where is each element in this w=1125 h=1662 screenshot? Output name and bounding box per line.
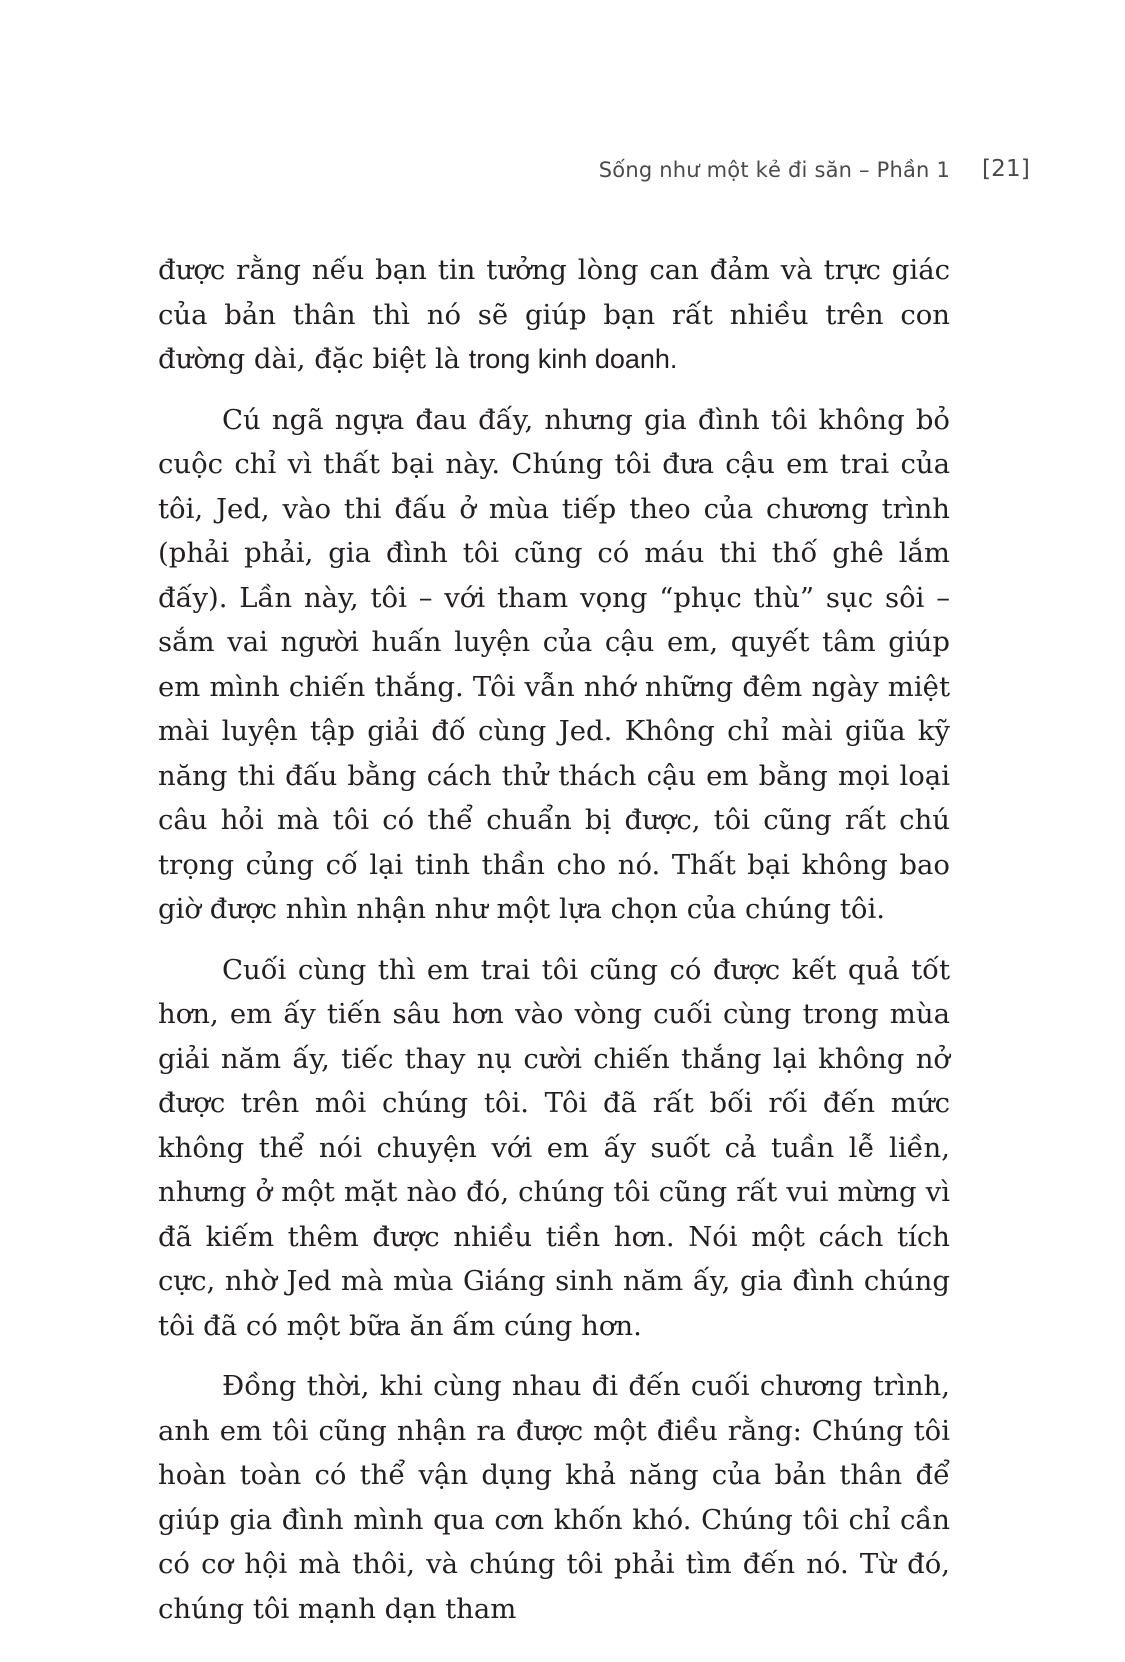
body-text: [158, 248, 950, 1647]
running-header: [560, 158, 1030, 194]
paragraph-4: Đồng thời, khi cùng nhau đi đến cuối chương trình, anh em tôi cũng nhận ra được một điều rằng: Chúng tôi hoàn toàn có thể vận dụng khả năng của bản thân để giúp gia đình mình qua cơn khốn khó. Chúng tôi chỉ cần có cơ hội mà thôi, và chúng tôi phải tìm đến nó. Từ đó, chúng tôi mạnh dạn tham: [158, 1370, 950, 1625]
paragraph-1: [158, 248, 950, 382]
running-title: Sống như một kẻ đi săn – Phần 1: [598, 158, 950, 182]
paragraph-3: Cuối cùng thì em trai tôi cũng có được kết quả tốt hơn, em ấy tiến sâu hơn vào vòng cuối cùng trong mùa giải năm ấy, tiếc thay nụ cười chiến thắng lại không nở được trên môi chúng tôi. Tôi đã rất bối rối đến mức không thể nói chuyện với em ấy suốt cả tuần lễ liền, nhưng ở một mặt nào đó, chúng tôi cũng rất vui mừng vì đã kiếm thêm được nhiều tiền hơn. Nói một cách tích cực, nhờ Jed mà mùa Giáng sinh năm ấy, gia đình chúng tôi đã có một bữa ăn ấm cúng hơn.: [158, 953, 950, 1342]
paragraph-1-text: được rằng nếu bạn tin tưởng lòng can đảm và trực giác của bản thân thì nó sẽ giúp bạn rất nhiều trên con đường dài, đặc biệt là: [158, 254, 950, 375]
paragraph-2: Cú ngã ngựa đau đấy, nhưng gia đình tôi không bỏ cuộc chỉ vì thất bại này. Chúng tôi đưa cậu em trai của tôi, Jed, vào thi đấu ở mùa tiếp theo của chương trình (phải phải, gia đình tôi cũng có máu thi thố ghê lắm đấy). Lần này, tôi – với tham vọng “phục thù” sục sôi – sắm vai người huấn luyện của cậu em, quyết tâm giúp em mình chiến thắng. Tôi vẫn nhớ những đêm ngày miệt mài luyện tập giải đố cùng Jed. Không chỉ mài giũa kỹ năng thi đấu bằng cách thử thách cậu em bằng mọi loại câu hỏi mà tôi có thể chuẩn bị được, tôi cũng rất chú trọng củng cố lại tinh thần cho nó. Thất bại không bao giờ được nhìn nhận như một lựa chọn của chúng tôi.: [158, 403, 950, 925]
paragraph-1-tail: trong kinh doanh.: [468, 344, 678, 374]
page-number: [21]: [981, 156, 1030, 182]
